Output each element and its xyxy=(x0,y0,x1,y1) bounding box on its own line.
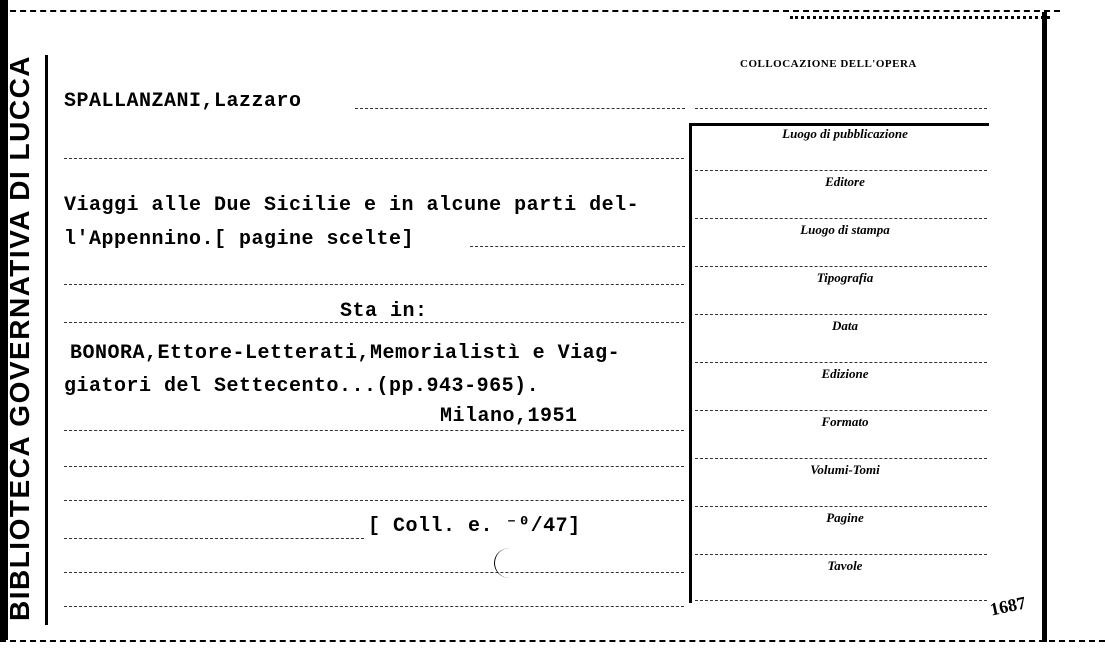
title-line-1: Viaggi alle Due Sicilie e in alcune parti del- xyxy=(64,194,640,217)
field-tavole: Tavole xyxy=(827,558,863,573)
collocation-number: [ Coll. e. ⁻⁰/47] xyxy=(368,515,581,538)
field-line xyxy=(695,458,987,459)
rule-line xyxy=(695,108,987,109)
field-line xyxy=(695,314,987,315)
field-line xyxy=(695,266,987,267)
field-edizione: Edizione xyxy=(821,366,869,381)
card-top-edge-dotted xyxy=(790,16,1050,19)
rule-line xyxy=(64,158,684,159)
field-formato: Formato xyxy=(821,414,869,429)
title-line-2: l'Appennino.[ pagine scelte] xyxy=(64,228,415,251)
corner-handwritten-number: 1687 xyxy=(988,592,1028,620)
library-stamp: BIBLIOTECA GOVERNATIVA DI LUCCA xyxy=(4,54,35,622)
rule-line xyxy=(64,572,684,573)
rule-line xyxy=(64,466,684,467)
field-pagine: Pagine xyxy=(826,510,864,525)
card-margin-rule xyxy=(45,55,48,625)
rule-line xyxy=(64,606,684,607)
field-data: Data xyxy=(832,318,858,333)
hole-mark xyxy=(494,548,525,578)
author-name: SPALLANZANI,Lazzaro xyxy=(64,90,302,113)
field-line xyxy=(695,170,987,171)
panel-header: COLLOCAZIONE DELL'OPERA xyxy=(740,58,917,70)
rule-line xyxy=(64,284,684,285)
field-line xyxy=(695,554,987,555)
rule-line xyxy=(355,108,685,109)
place-year: Milano,1951 xyxy=(440,405,578,428)
rule-line xyxy=(64,538,364,539)
card-bottom-edge xyxy=(0,640,1105,642)
rule-line xyxy=(64,500,684,501)
field-volumi-tomi: Volumi-Tomi xyxy=(810,462,880,477)
field-line xyxy=(695,506,987,507)
rule-line xyxy=(470,246,685,247)
source-line-1: BONORA,Ettore-Letterati,Memorialistì e Viag- xyxy=(70,342,621,365)
field-editore: Editore xyxy=(825,174,865,189)
field-line xyxy=(695,218,987,219)
card-top-edge xyxy=(0,10,1060,12)
field-luogo-pubblicazione: Luogo di pubblicazione xyxy=(782,126,908,141)
field-line xyxy=(695,362,987,363)
field-tipografia: Tipografia xyxy=(816,270,874,285)
field-luogo-stampa: Luogo di stampa xyxy=(800,222,890,237)
source-line-2: giatori del Settecento...(pp.943-965). xyxy=(64,375,540,398)
panel-left-rule xyxy=(689,125,692,603)
card-right-edge xyxy=(1042,12,1047,642)
field-line xyxy=(695,410,987,411)
field-line xyxy=(695,600,987,601)
rule-line xyxy=(64,322,684,323)
in-label: Sta in: xyxy=(340,300,428,323)
rule-line xyxy=(64,430,684,431)
